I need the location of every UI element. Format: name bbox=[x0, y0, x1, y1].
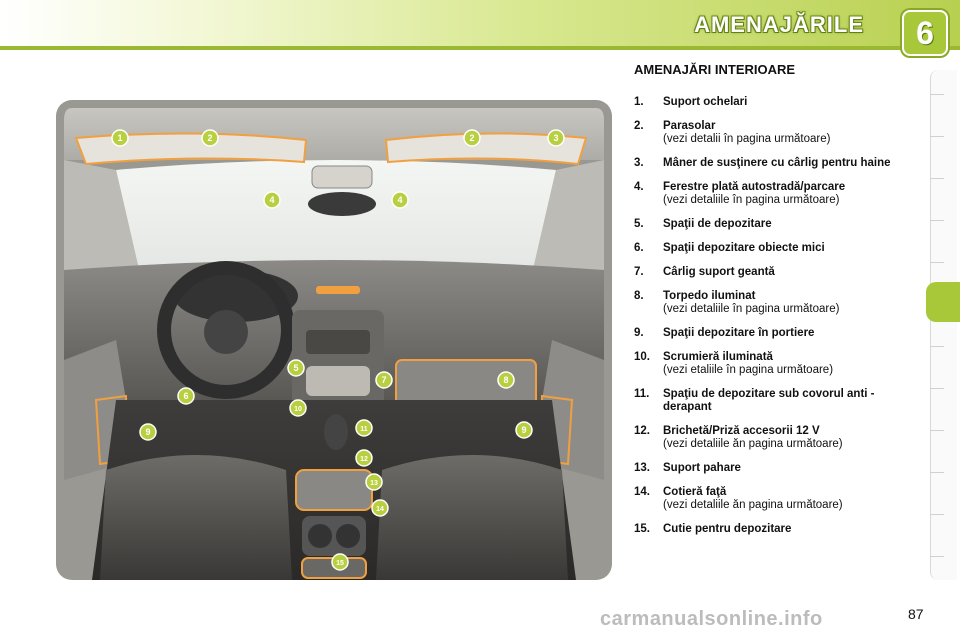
passenger-seat bbox=[376, 455, 568, 580]
callout-marker-label: 9 bbox=[145, 427, 151, 437]
legend-label: Scrumieră iluminată bbox=[663, 351, 773, 363]
callout-marker-label: 9 bbox=[521, 425, 527, 435]
legend-label: Ferestre plată autostradă/parcare bbox=[663, 181, 846, 193]
legend-label: Cutie pentru depozitare bbox=[663, 523, 792, 535]
gear-lever bbox=[324, 414, 348, 450]
callout-marker-label: 12 bbox=[360, 456, 368, 463]
legend-label: Mâner de susţinere cu cârlig pentru haine bbox=[663, 157, 891, 169]
legend-number: 15. bbox=[634, 523, 650, 535]
interior-illustration bbox=[56, 100, 612, 580]
page-number: 87 bbox=[908, 606, 924, 622]
tab-divider bbox=[930, 94, 944, 95]
callout-marker-label: 4 bbox=[269, 195, 275, 205]
callout-marker-label: 15 bbox=[336, 560, 344, 567]
tab-divider bbox=[930, 220, 944, 221]
legend-number: 14. bbox=[634, 486, 650, 498]
legend-label: Spaţii de depozitare bbox=[663, 218, 772, 230]
tab-divider bbox=[930, 346, 944, 347]
tab-divider bbox=[930, 136, 944, 137]
tab-rail bbox=[930, 70, 957, 580]
radio-panel bbox=[306, 330, 370, 354]
legend-note: (vezi etaliile în pagina următoare) bbox=[663, 364, 834, 376]
chapter-title: AMENAJĂRILE bbox=[694, 12, 864, 37]
legend-number: 2. bbox=[634, 120, 644, 132]
legend-number: 8. bbox=[634, 290, 644, 302]
chapter-number-badge: 6 bbox=[902, 10, 948, 56]
callout-marker-label: 3 bbox=[553, 133, 559, 143]
tab-chapter-6-active[interactable] bbox=[926, 282, 960, 322]
tab-divider bbox=[930, 514, 944, 515]
legend-label: Parasolar bbox=[663, 120, 716, 132]
legend-label: Spaţii depozitare obiecte mici bbox=[663, 242, 825, 254]
legend-item bbox=[634, 462, 924, 475]
callout-marker-label: 14 bbox=[376, 506, 384, 513]
callout-marker-label: 1 bbox=[117, 133, 123, 143]
legend-label: Brichetă/Priză accesorii 12 V bbox=[663, 425, 820, 437]
tab-divider bbox=[930, 430, 944, 431]
legend-number: 11. bbox=[634, 388, 650, 400]
header-stripe bbox=[0, 46, 960, 50]
legend-number: 3. bbox=[634, 157, 644, 169]
legend-label: Cotieră faţă bbox=[663, 486, 727, 498]
callout-marker-label: 6 bbox=[183, 391, 189, 401]
tab-divider bbox=[930, 262, 944, 263]
tab-divider bbox=[930, 388, 944, 389]
legend-item bbox=[634, 96, 924, 109]
legend-label: Spaţii depozitare în portiere bbox=[663, 327, 815, 339]
tab-divider bbox=[930, 472, 944, 473]
callout-marker-label: 11 bbox=[360, 426, 368, 433]
legend-label: Spaţiu de depozitare sub covorul anti - derapant bbox=[663, 388, 875, 413]
legend-item bbox=[634, 181, 924, 207]
section-title: AMENAJĂRI INTERIOARE bbox=[634, 62, 796, 77]
legend-note: (vezi detaliile ăn pagina următoare) bbox=[663, 499, 843, 511]
legend-number: 4. bbox=[634, 181, 644, 193]
front-armrest bbox=[296, 470, 372, 510]
glovebox bbox=[396, 360, 536, 406]
cup-holder-left bbox=[308, 524, 332, 548]
rearview-mirror bbox=[308, 192, 376, 216]
driver-seat bbox=[100, 455, 292, 580]
legend-label: Cârlig suport geantă bbox=[663, 266, 775, 278]
legend-item bbox=[634, 266, 924, 279]
tab-divider bbox=[930, 178, 944, 179]
watermark: carmanualsonline.info bbox=[600, 608, 823, 630]
legend-item bbox=[634, 351, 924, 377]
callout-marker-label: 2 bbox=[207, 133, 213, 143]
roof-console bbox=[312, 166, 372, 188]
callout-marker-label: 7 bbox=[381, 375, 387, 385]
legend-number: 7. bbox=[634, 266, 644, 278]
legend-label: Suport ochelari bbox=[663, 96, 748, 108]
legend-label: Torpedo iluminat bbox=[663, 290, 756, 302]
legend-label: Suport pahare bbox=[663, 462, 741, 474]
legend-item bbox=[634, 388, 924, 414]
page-header bbox=[0, 0, 960, 60]
legend-note: (vezi detaliile în pagina următoare) bbox=[663, 303, 840, 315]
legend-note: (vezi detaliile ăn pagina următoare) bbox=[663, 438, 843, 450]
callout-marker-label: 13 bbox=[370, 480, 378, 487]
legend-number: 1. bbox=[634, 96, 644, 108]
legend-item bbox=[634, 242, 924, 255]
legend-number: 10. bbox=[634, 351, 650, 363]
steering-hub bbox=[204, 310, 248, 354]
climate-panel bbox=[306, 366, 370, 396]
callout-marker-label: 5 bbox=[293, 363, 299, 373]
callout-marker-label: 10 bbox=[294, 406, 302, 413]
callout-marker-label: 2 bbox=[469, 133, 475, 143]
legend-list bbox=[634, 96, 924, 547]
chapter-tabs bbox=[930, 70, 960, 580]
legend-item bbox=[634, 218, 924, 231]
legend-item bbox=[634, 327, 924, 340]
legend-number: 9. bbox=[634, 327, 644, 339]
legend-item bbox=[634, 486, 924, 512]
legend-item bbox=[634, 157, 924, 170]
legend-item bbox=[634, 523, 924, 536]
legend-item bbox=[634, 290, 924, 316]
center-display bbox=[316, 286, 360, 294]
legend-note: (vezi detaliile în pagina următoare) bbox=[663, 194, 840, 206]
callout-marker-label: 8 bbox=[503, 375, 509, 385]
left-sun-visor bbox=[76, 133, 306, 164]
callout-marker-label: 4 bbox=[397, 195, 403, 205]
legend-number: 13. bbox=[634, 462, 650, 474]
legend-number: 6. bbox=[634, 242, 644, 254]
tab-divider bbox=[930, 556, 944, 557]
legend-number: 12. bbox=[634, 425, 650, 437]
legend-item bbox=[634, 120, 924, 146]
legend-item bbox=[634, 425, 924, 451]
legend-number: 5. bbox=[634, 218, 644, 230]
legend-note: (vezi detalii în pagina următoare) bbox=[663, 133, 831, 145]
cup-holder-right bbox=[336, 524, 360, 548]
